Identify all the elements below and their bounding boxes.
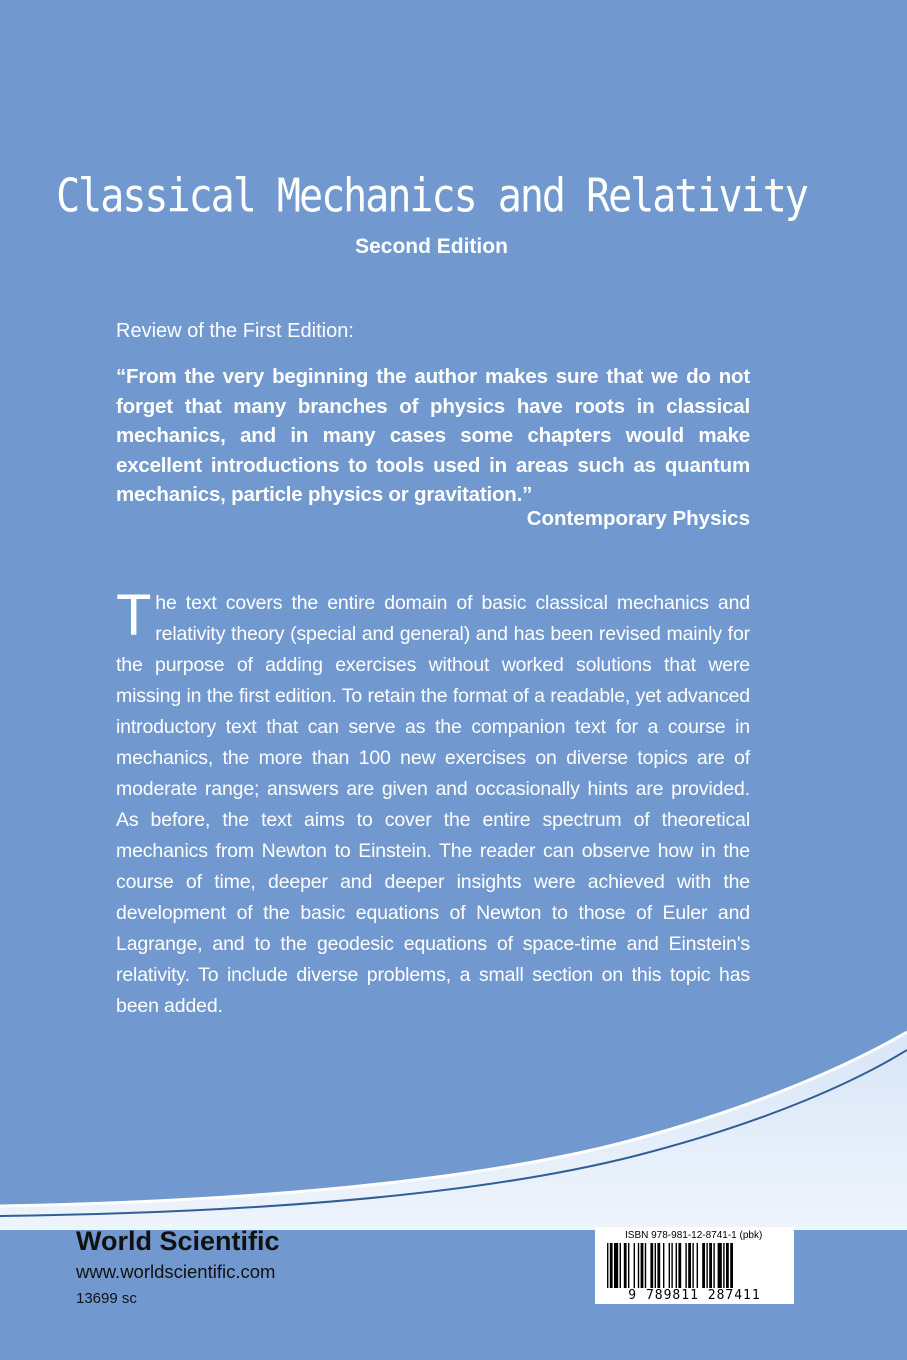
- barcode-bars: [607, 1243, 782, 1289]
- book-title: Classical Mechanics and Relativity: [56, 170, 807, 223]
- review-source: Contemporary Physics: [526, 507, 750, 530]
- decorative-swoosh: [0, 1020, 907, 1230]
- review-label: Review of the First Edition:: [116, 320, 354, 342]
- publisher-name: World Scientific: [76, 1226, 280, 1256]
- isbn-label: ISBN 978-981-12-8741-1 (pbk): [625, 1230, 763, 1241]
- publisher-website[interactable]: www.worldscientific.com: [76, 1261, 276, 1282]
- drop-cap: T: [116, 583, 152, 648]
- description-text: he text covers the entire domain of basic classical mechanics and relativity theory (special and general) and has been revised mainly for the purpose of adding exercises without worked solutions that were missing in the first edition. To retain the format of a readable, yet advanced introductory text that can serve as the companion text for a course in mechanics, the more than 100 new exercises on diverse topics are of moderate range; answers are given and occasionally hints are provided. As before, the text aims to cover the entire spectrum of theoretical mechanics from Newton to Einstein. The reader can observe how in the course of time, deeper and deeper insights were achieved with the development of the basic equations of Newton to those of Euler and Lagrange, and to the geodesic equations of space-time and Einstein's relativity. To include diverse problems, a small section on this topic has been added.: [116, 592, 750, 1017]
- catalog-code: 13699 sc: [76, 1290, 137, 1307]
- review-quote: “From the very beginning the author makes sure that we do not forget that many branches of physics have roots in classical mechanics, and in many cases some chapters would make excellent introductions to tools used in areas such as quantum mechanics, particle physics or gravitation.”: [116, 365, 750, 506]
- description-paragraph: [116, 583, 750, 1022]
- edition-label: Second Edition: [355, 235, 508, 258]
- barcode-digits: 9 789811 287411: [595, 1288, 794, 1303]
- barcode: [595, 1227, 794, 1304]
